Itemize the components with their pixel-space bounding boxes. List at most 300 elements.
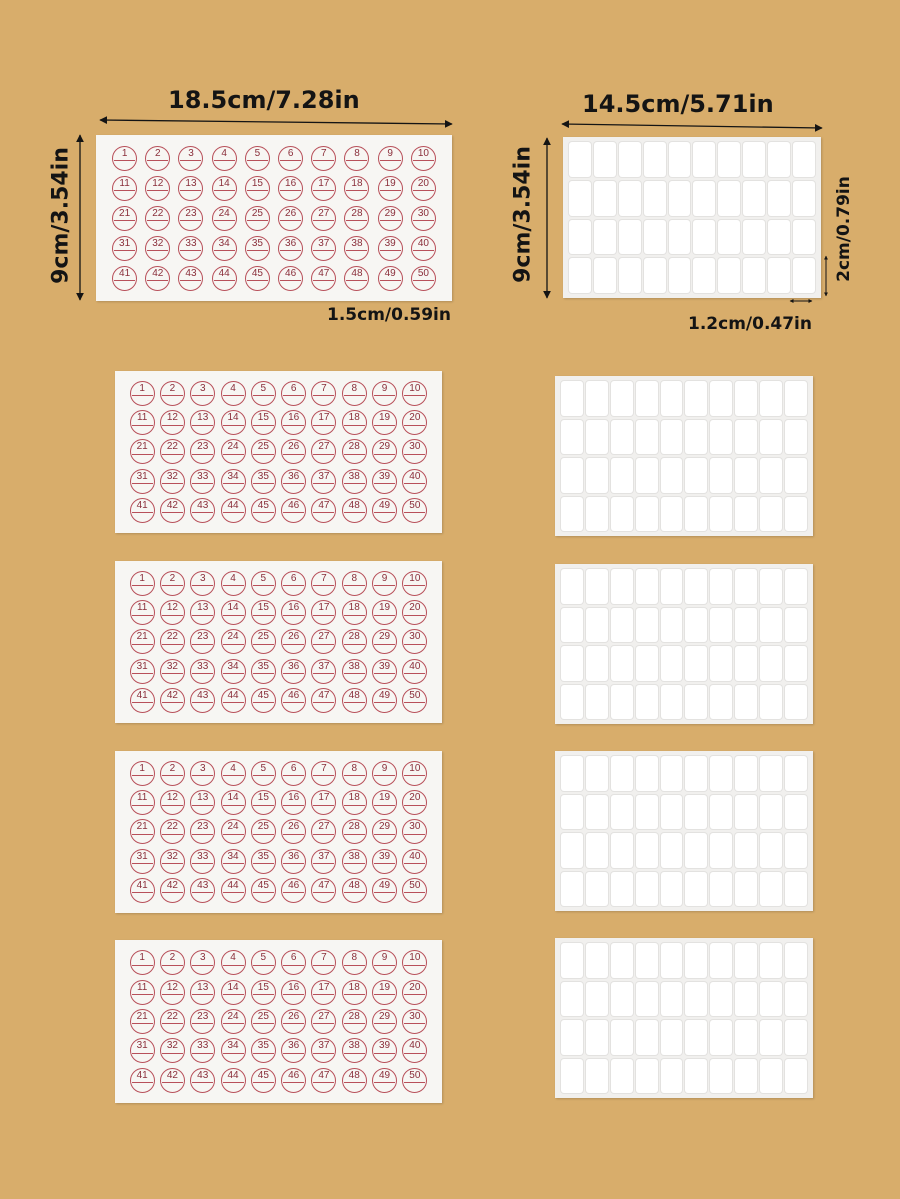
number-sticker bbox=[311, 688, 336, 713]
sticker-cell bbox=[241, 173, 274, 203]
sticker-cell bbox=[218, 876, 248, 905]
number-sticker bbox=[342, 659, 367, 684]
blank-label bbox=[735, 646, 757, 681]
blank-label bbox=[685, 569, 707, 604]
number-sticker bbox=[160, 761, 185, 786]
number-sticker bbox=[402, 381, 427, 406]
number-sticker bbox=[281, 410, 306, 435]
sticker-cell bbox=[339, 1036, 369, 1065]
number-sticker bbox=[212, 146, 237, 171]
sticker-number: 38 bbox=[348, 660, 360, 672]
blank-label bbox=[760, 608, 782, 643]
sticker-number: 47 bbox=[318, 879, 330, 891]
sticker-number: 4 bbox=[230, 763, 236, 775]
sticker-cell bbox=[339, 1066, 369, 1095]
number-sticker bbox=[278, 176, 303, 201]
sticker-cell bbox=[278, 569, 308, 598]
blank-label bbox=[636, 833, 658, 868]
sticker-cell bbox=[218, 977, 248, 1006]
number-sticker bbox=[221, 1038, 246, 1063]
number-sticker bbox=[251, 410, 276, 435]
number-sticker bbox=[311, 790, 336, 815]
number-sticker bbox=[130, 629, 155, 654]
sticker-number: 23 bbox=[197, 821, 209, 833]
number-sticker bbox=[160, 439, 185, 464]
number-sticker bbox=[344, 206, 369, 231]
blank-label bbox=[586, 685, 608, 720]
sticker-number: 32 bbox=[166, 660, 178, 672]
sticker-number: 5 bbox=[254, 147, 261, 159]
sticker-cell bbox=[248, 788, 278, 817]
sticker-cell bbox=[248, 876, 278, 905]
sticker-number: 46 bbox=[288, 879, 300, 891]
number-sticker bbox=[281, 659, 306, 684]
sticker-cell bbox=[108, 143, 141, 173]
sticker-cell bbox=[278, 408, 308, 437]
blank-label bbox=[760, 685, 782, 720]
sticker-cell bbox=[218, 1036, 248, 1065]
number-sticker bbox=[342, 498, 367, 523]
sticker-number: 1 bbox=[139, 952, 145, 964]
numbered-sticker-sheet bbox=[115, 371, 442, 533]
number-sticker bbox=[281, 819, 306, 844]
sticker-cell bbox=[174, 143, 207, 173]
blank-label bbox=[760, 569, 782, 604]
sticker-number: 33 bbox=[197, 660, 209, 672]
sticker-number: 37 bbox=[318, 660, 330, 672]
number-sticker bbox=[130, 659, 155, 684]
number-sticker bbox=[160, 498, 185, 523]
number-sticker bbox=[281, 381, 306, 406]
number-sticker bbox=[112, 236, 137, 261]
number-sticker bbox=[372, 410, 397, 435]
number-sticker bbox=[372, 790, 397, 815]
blank-label bbox=[718, 220, 740, 255]
sticker-number: 50 bbox=[417, 267, 429, 279]
sticker-cell bbox=[188, 948, 218, 977]
number-sticker bbox=[251, 761, 276, 786]
sticker-number: 1 bbox=[139, 383, 145, 395]
number-sticker bbox=[251, 878, 276, 903]
sticker-cell bbox=[309, 817, 339, 846]
sticker-number: 11 bbox=[136, 981, 148, 993]
sticker-cell bbox=[218, 686, 248, 715]
sticker-number: 7 bbox=[321, 147, 327, 159]
sticker-number: 46 bbox=[288, 499, 300, 511]
sticker-cell bbox=[369, 759, 399, 788]
sticker-number: 45 bbox=[257, 879, 269, 891]
blank-label bbox=[685, 1059, 707, 1094]
blank-label bbox=[669, 142, 691, 177]
sticker-cell bbox=[248, 379, 278, 408]
blank-label bbox=[636, 943, 658, 978]
sticker-number: 49 bbox=[378, 499, 391, 511]
number-sticker bbox=[402, 600, 427, 625]
sticker-cell bbox=[339, 657, 369, 686]
blank-label bbox=[768, 220, 790, 255]
blank-label bbox=[735, 795, 757, 830]
blank-label bbox=[561, 833, 583, 868]
number-sticker bbox=[130, 469, 155, 494]
blank-label bbox=[611, 381, 633, 416]
sticker-cell bbox=[339, 876, 369, 905]
number-sticker bbox=[372, 950, 397, 975]
sticker-cell bbox=[127, 657, 157, 686]
number-sticker bbox=[402, 1038, 427, 1063]
number-sticker bbox=[342, 381, 367, 406]
sticker-cell bbox=[278, 1036, 308, 1065]
number-sticker bbox=[221, 849, 246, 874]
blank-label bbox=[685, 685, 707, 720]
sticker-number: 17 bbox=[318, 792, 330, 804]
sticker-cell bbox=[369, 496, 399, 525]
number-sticker bbox=[402, 659, 427, 684]
sticker-number: 40 bbox=[417, 237, 429, 249]
sticker-cell bbox=[369, 657, 399, 686]
blank-label-grid bbox=[561, 943, 807, 1093]
sticker-number: 42 bbox=[166, 499, 178, 511]
sticker-number: 19 bbox=[378, 602, 391, 614]
sticker-number: 44 bbox=[227, 879, 239, 891]
sticker-number: 13 bbox=[197, 412, 209, 424]
sticker-number: 43 bbox=[197, 1069, 209, 1081]
sticker-cell bbox=[278, 496, 308, 525]
sticker-cell bbox=[188, 437, 218, 466]
blank-label bbox=[611, 982, 633, 1017]
sticker-number: 24 bbox=[227, 631, 239, 643]
sticker-number: 16 bbox=[288, 602, 300, 614]
sticker-cell bbox=[188, 977, 218, 1006]
blank-label bbox=[735, 497, 757, 532]
number-sticker bbox=[372, 1009, 397, 1034]
sticker-number: 21 bbox=[119, 207, 131, 219]
sticker-number: 1 bbox=[139, 763, 145, 775]
blank-label bbox=[710, 608, 732, 643]
sticker-number: 45 bbox=[257, 689, 269, 701]
numbered-sticker-sheet bbox=[115, 561, 442, 723]
sticker-cell bbox=[127, 876, 157, 905]
sticker-cell bbox=[374, 143, 407, 173]
sticker-cell bbox=[188, 1007, 218, 1036]
number-sticker bbox=[281, 790, 306, 815]
number-sticker bbox=[311, 659, 336, 684]
number-sticker bbox=[212, 206, 237, 231]
number-sticker bbox=[278, 236, 303, 261]
sticker-number: 49 bbox=[378, 689, 391, 701]
blank-label bbox=[785, 420, 807, 455]
sticker-cell bbox=[174, 263, 207, 293]
sticker-number: 15 bbox=[257, 792, 269, 804]
number-sticker bbox=[190, 410, 215, 435]
number-sticker bbox=[251, 439, 276, 464]
number-sticker bbox=[221, 469, 246, 494]
numbered-width-label: 18.5cm/7.28in bbox=[168, 86, 360, 114]
blank-label bbox=[760, 943, 782, 978]
blank-label bbox=[561, 943, 583, 978]
number-sticker bbox=[281, 761, 306, 786]
blank-label bbox=[710, 646, 732, 681]
sticker-cell bbox=[218, 437, 248, 466]
blank-label bbox=[569, 220, 591, 255]
sticker-number: 35 bbox=[257, 660, 269, 672]
sticker-number: 12 bbox=[166, 602, 178, 614]
sticker-number: 3 bbox=[199, 952, 206, 964]
blank-label bbox=[785, 458, 807, 493]
blank-label bbox=[644, 220, 666, 255]
blank-label bbox=[785, 381, 807, 416]
sticker-cell bbox=[374, 203, 407, 233]
sticker-cell bbox=[157, 817, 187, 846]
number-sticker bbox=[145, 146, 170, 171]
number-sticker bbox=[160, 410, 185, 435]
sticker-number: 34 bbox=[227, 1040, 239, 1052]
blank-label bbox=[561, 982, 583, 1017]
sticker-cell bbox=[157, 759, 187, 788]
number-sticker bbox=[251, 498, 276, 523]
sticker-number: 22 bbox=[152, 207, 164, 219]
number-sticker bbox=[311, 1068, 336, 1093]
sticker-number: 49 bbox=[378, 1069, 391, 1081]
number-sticker bbox=[221, 950, 246, 975]
blank-label bbox=[561, 685, 583, 720]
sticker-number: 11 bbox=[136, 412, 148, 424]
blank-label bbox=[644, 258, 666, 293]
sticker-cell bbox=[218, 847, 248, 876]
blank-label bbox=[636, 420, 658, 455]
sticker-number: 34 bbox=[227, 850, 239, 862]
blank-label bbox=[710, 381, 732, 416]
number-sticker bbox=[130, 1068, 155, 1093]
sticker-cell bbox=[208, 203, 241, 233]
sticker-cell bbox=[188, 657, 218, 686]
number-sticker bbox=[160, 659, 185, 684]
sticker-cell bbox=[407, 143, 440, 173]
number-sticker bbox=[372, 878, 397, 903]
number-sticker bbox=[311, 571, 336, 596]
sticker-number: 17 bbox=[318, 177, 330, 189]
blank-label bbox=[586, 872, 608, 907]
number-sticker bbox=[221, 600, 246, 625]
sticker-cell bbox=[339, 847, 369, 876]
sticker-number: 42 bbox=[152, 267, 164, 279]
sticker-cell bbox=[309, 408, 339, 437]
number-sticker bbox=[281, 849, 306, 874]
sticker-cell bbox=[307, 233, 340, 263]
sticker-cell bbox=[369, 569, 399, 598]
sticker-cell bbox=[369, 817, 399, 846]
blank-label bbox=[735, 756, 757, 791]
blank-label bbox=[586, 1020, 608, 1055]
number-sticker bbox=[372, 980, 397, 1005]
sticker-number: 8 bbox=[354, 147, 360, 159]
sticker-cell bbox=[241, 143, 274, 173]
sticker-cell bbox=[157, 1066, 187, 1095]
sticker-cell bbox=[127, 948, 157, 977]
number-sticker bbox=[311, 236, 336, 261]
blank-label bbox=[644, 142, 666, 177]
sticker-number: 12 bbox=[166, 412, 178, 424]
sticker-number: 41 bbox=[136, 1069, 148, 1081]
sticker-number: 25 bbox=[257, 821, 269, 833]
blank-label bbox=[735, 458, 757, 493]
sticker-cell bbox=[309, 1007, 339, 1036]
sticker-number: 16 bbox=[288, 412, 300, 424]
sticker-number: 4 bbox=[230, 952, 236, 964]
number-sticker bbox=[402, 878, 427, 903]
sticker-number: 24 bbox=[227, 821, 239, 833]
sticker-cell bbox=[157, 948, 187, 977]
sticker-cell bbox=[218, 788, 248, 817]
number-sticker bbox=[344, 266, 369, 291]
number-sticker bbox=[372, 381, 397, 406]
blank-label bbox=[718, 258, 740, 293]
sticker-cell bbox=[248, 977, 278, 1006]
sticker-cell bbox=[248, 657, 278, 686]
number-sticker bbox=[342, 600, 367, 625]
blank-label bbox=[661, 685, 683, 720]
sticker-cell bbox=[188, 598, 218, 627]
blank-label bbox=[644, 181, 666, 216]
number-sticker bbox=[311, 761, 336, 786]
sticker-cell bbox=[248, 496, 278, 525]
blank-label bbox=[561, 1020, 583, 1055]
blank-label bbox=[594, 220, 616, 255]
sticker-number: 15 bbox=[251, 177, 263, 189]
number-sticker bbox=[112, 266, 137, 291]
blank-label bbox=[785, 872, 807, 907]
sticker-number: 40 bbox=[409, 850, 421, 862]
number-sticker bbox=[190, 571, 215, 596]
sticker-number: 10 bbox=[409, 383, 421, 395]
sticker-number: 14 bbox=[227, 792, 239, 804]
sticker-number: 31 bbox=[136, 470, 148, 482]
sticker-number: 8 bbox=[351, 383, 358, 395]
sticker-number: 31 bbox=[136, 660, 148, 672]
blank-label bbox=[710, 1059, 732, 1094]
sticker-cell bbox=[278, 948, 308, 977]
sticker-number: 5 bbox=[260, 383, 267, 395]
sticker-cell bbox=[108, 173, 141, 203]
blank-label bbox=[793, 181, 815, 216]
sticker-number: 29 bbox=[384, 207, 396, 219]
sticker-number: 29 bbox=[378, 631, 391, 643]
blank-label bbox=[735, 381, 757, 416]
number-sticker bbox=[130, 498, 155, 523]
blank-label bbox=[611, 943, 633, 978]
number-sticker bbox=[221, 629, 246, 654]
number-sticker bbox=[221, 761, 246, 786]
sticker-number: 18 bbox=[348, 602, 360, 614]
number-sticker bbox=[402, 629, 427, 654]
sticker-cell bbox=[309, 759, 339, 788]
sticker-cell bbox=[127, 627, 157, 656]
sticker-number: 14 bbox=[218, 177, 230, 189]
blank-label bbox=[611, 497, 633, 532]
blank-label bbox=[710, 943, 732, 978]
sticker-number: 33 bbox=[197, 850, 209, 862]
blank-label bbox=[785, 497, 807, 532]
sticker-number: 12 bbox=[166, 792, 178, 804]
sticker-cell bbox=[218, 379, 248, 408]
sticker-number: 36 bbox=[288, 660, 300, 672]
sticker-cell bbox=[188, 759, 218, 788]
sticker-cell bbox=[208, 263, 241, 293]
number-sticker bbox=[311, 980, 336, 1005]
blank-label bbox=[685, 795, 707, 830]
blank-label-grid bbox=[561, 756, 807, 906]
blank-label bbox=[594, 258, 616, 293]
blank-label bbox=[586, 756, 608, 791]
number-sticker bbox=[160, 629, 185, 654]
number-sticker bbox=[411, 206, 436, 231]
number-sticker bbox=[251, 1009, 276, 1034]
blank-label bbox=[586, 646, 608, 681]
sticker-number: 48 bbox=[348, 499, 360, 511]
sticker-cell bbox=[400, 759, 430, 788]
sticker-cell bbox=[141, 203, 174, 233]
blank-label bbox=[569, 181, 591, 216]
number-sticker bbox=[221, 410, 246, 435]
blank-label bbox=[661, 833, 683, 868]
number-sticker bbox=[160, 1009, 185, 1034]
sticker-number: 6 bbox=[290, 952, 297, 964]
blank-label bbox=[710, 756, 732, 791]
sticker-number: 31 bbox=[136, 850, 148, 862]
blank-width-arrow bbox=[562, 124, 822, 128]
sticker-number: 28 bbox=[348, 631, 360, 643]
number-sticker bbox=[190, 878, 215, 903]
blank-label bbox=[661, 497, 683, 532]
sticker-cell bbox=[127, 379, 157, 408]
blank-label bbox=[561, 569, 583, 604]
sticker-number: 23 bbox=[197, 441, 209, 453]
number-sticker bbox=[251, 688, 276, 713]
number-sticker bbox=[160, 571, 185, 596]
blank-label bbox=[636, 982, 658, 1017]
blank-label bbox=[636, 646, 658, 681]
sticker-number: 26 bbox=[288, 631, 300, 643]
sticker-cell bbox=[218, 1066, 248, 1095]
blank-label bbox=[561, 381, 583, 416]
sticker-number: 8 bbox=[351, 952, 358, 964]
sticker-cell bbox=[369, 467, 399, 496]
sticker-number: 20 bbox=[409, 981, 421, 993]
blank-label bbox=[685, 458, 707, 493]
sticker-number: 22 bbox=[166, 441, 178, 453]
blank-label bbox=[636, 1059, 658, 1094]
sticker-number: 1 bbox=[121, 147, 128, 159]
number-sticker bbox=[402, 849, 427, 874]
blank-label bbox=[718, 181, 740, 216]
sticker-cell bbox=[369, 1007, 399, 1036]
number-sticker bbox=[342, 1038, 367, 1063]
number-sticker bbox=[411, 236, 436, 261]
number-sticker bbox=[342, 950, 367, 975]
sticker-cell bbox=[188, 379, 218, 408]
sticker-number: 37 bbox=[318, 470, 330, 482]
number-sticker bbox=[342, 1068, 367, 1093]
number-sticker bbox=[190, 849, 215, 874]
sticker-number: 49 bbox=[378, 879, 391, 891]
blank-label bbox=[785, 943, 807, 978]
blank-label bbox=[661, 420, 683, 455]
sticker-number: 45 bbox=[257, 499, 269, 511]
sticker-cell bbox=[400, 817, 430, 846]
number-sticker bbox=[342, 761, 367, 786]
number-sticker bbox=[245, 266, 270, 291]
number-sticker bbox=[372, 1038, 397, 1063]
sticker-cell bbox=[278, 657, 308, 686]
